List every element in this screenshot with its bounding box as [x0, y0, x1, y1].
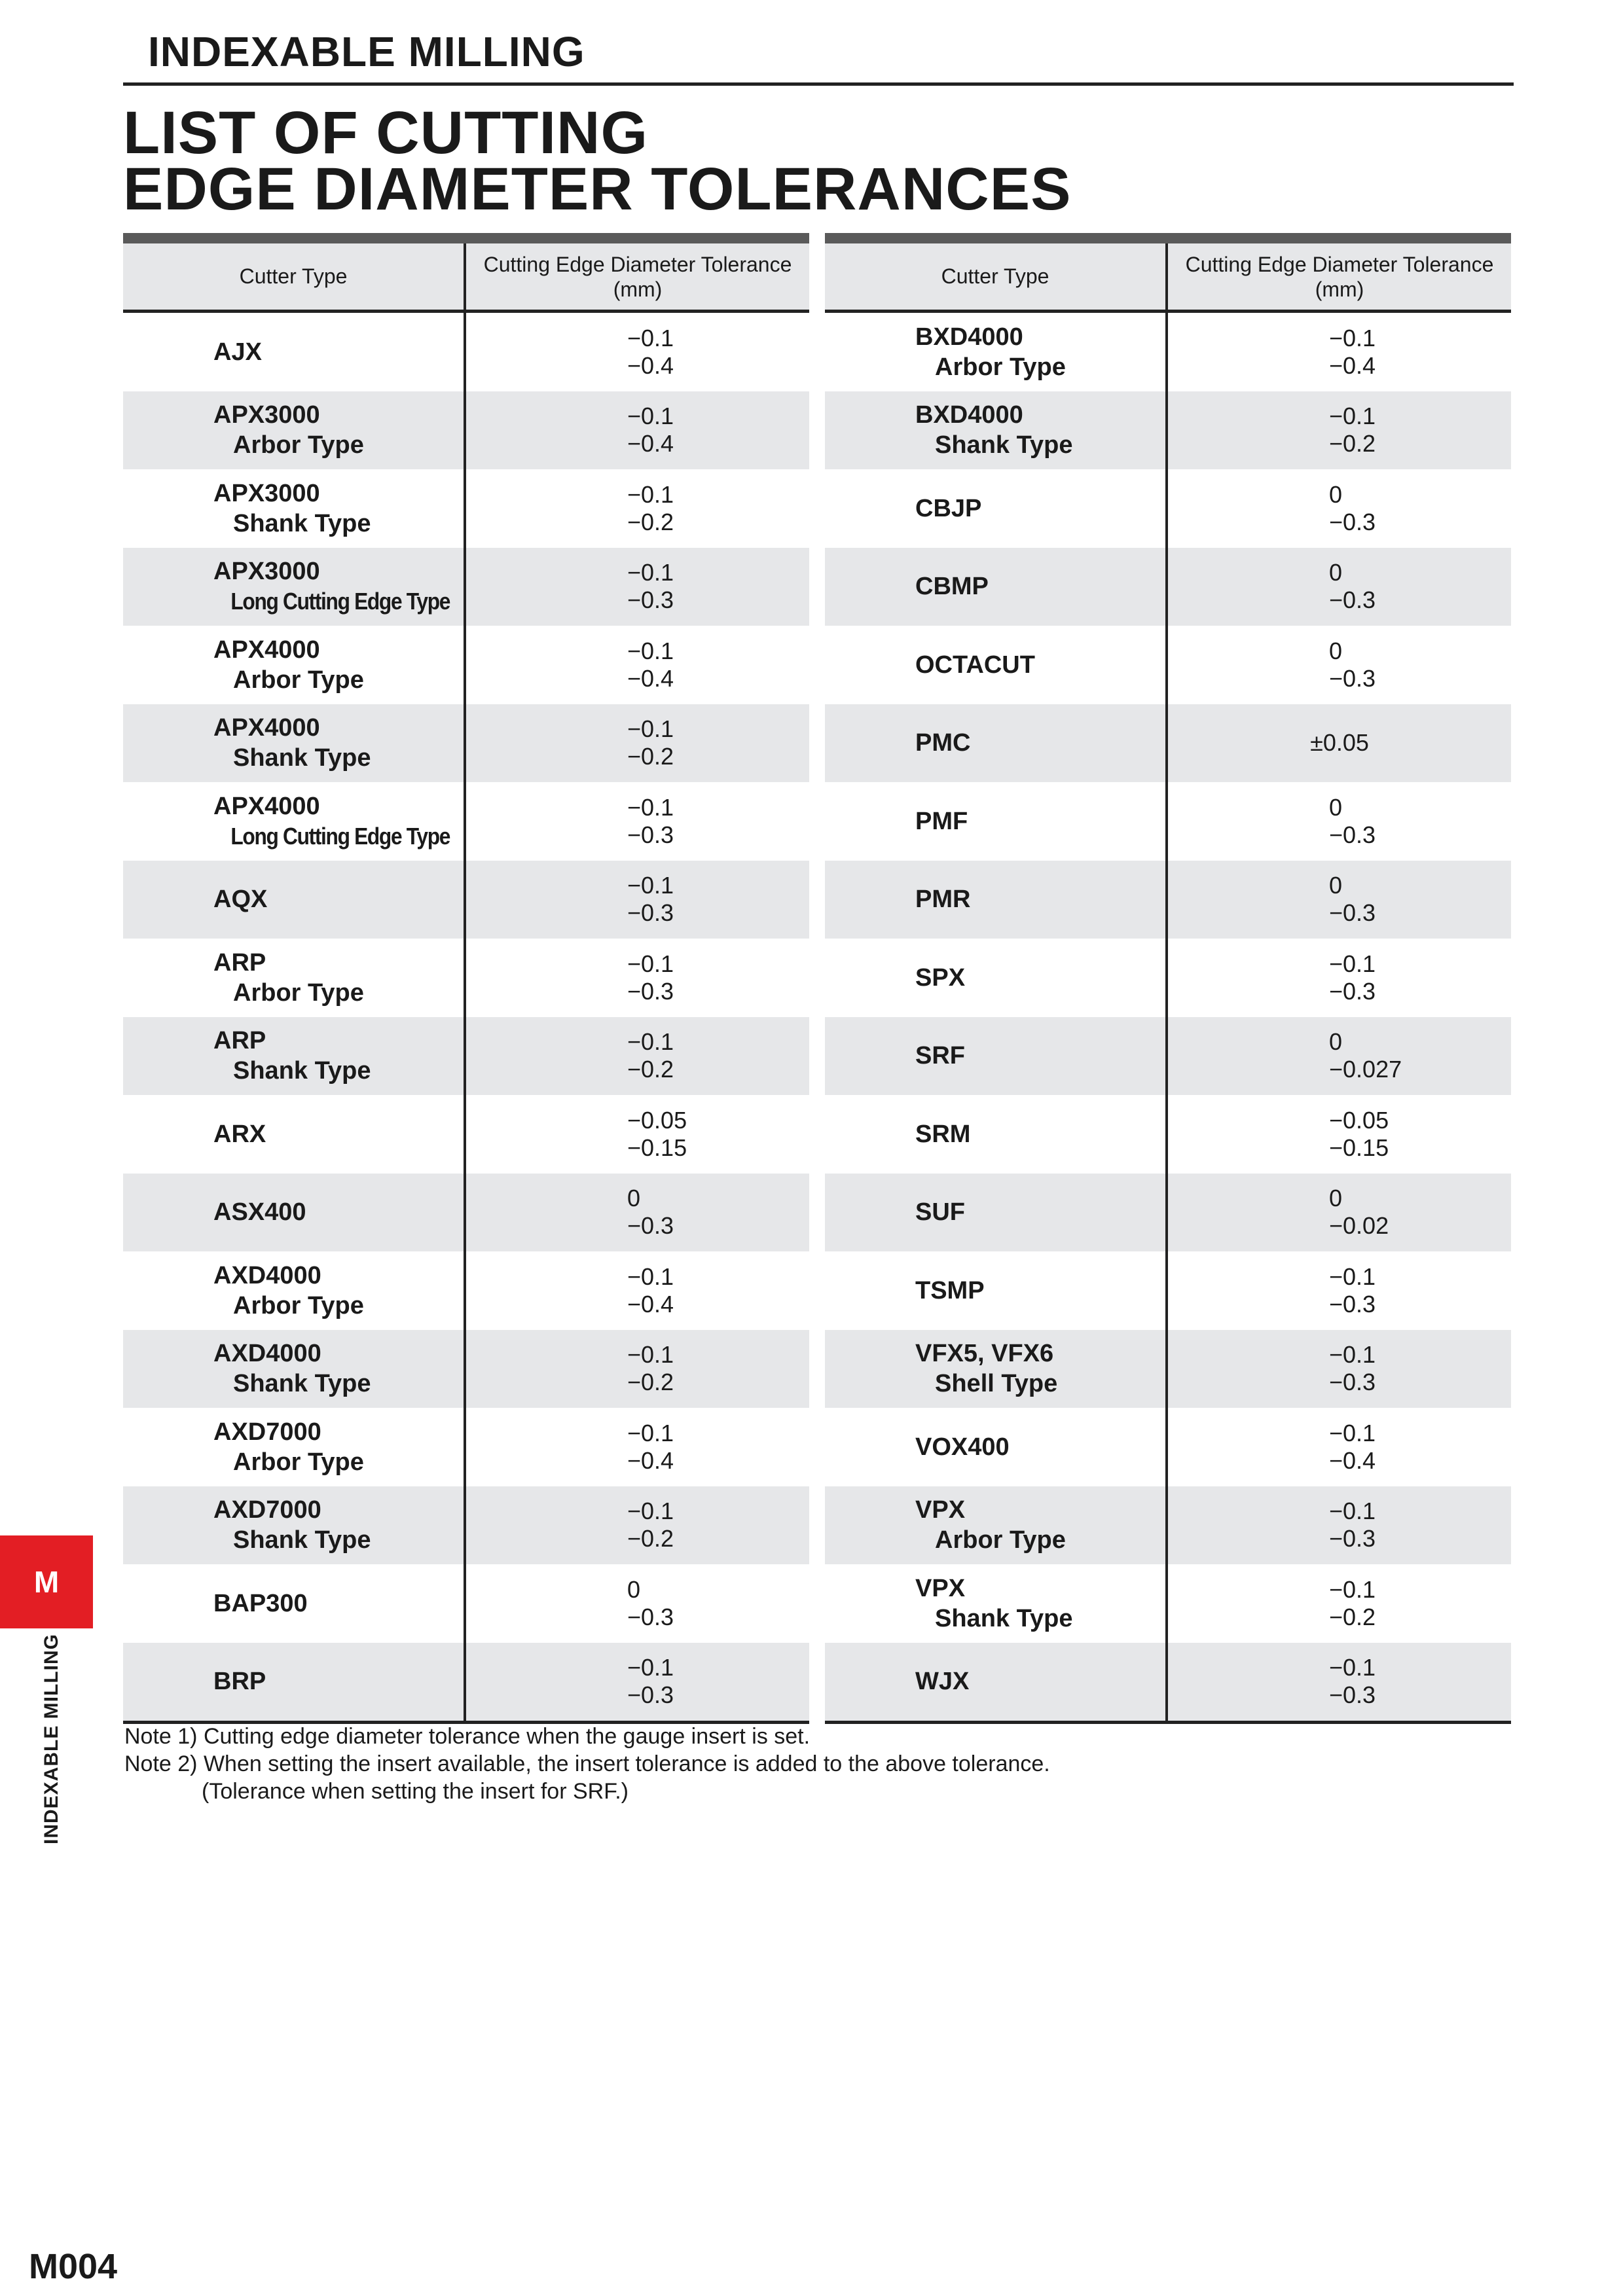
tolerance-lower: −0.3: [1329, 821, 1376, 848]
tolerance-lower: −0.3: [1329, 664, 1376, 692]
table-row: [825, 1564, 1511, 1643]
cutter-name: SRF: [915, 1042, 965, 1070]
table-row: [123, 1486, 809, 1565]
tolerance-upper: −0.1: [627, 872, 674, 899]
cutter-name: CBJP: [915, 494, 982, 522]
tolerance-cell: [466, 548, 809, 626]
tolerance-upper: −0.1: [1329, 1341, 1376, 1369]
table-row: [123, 313, 809, 391]
tolerance-cell: [466, 391, 809, 470]
tolerance-lower: −0.2: [1329, 1603, 1376, 1630]
tolerance-upper: −0.1: [627, 1498, 674, 1525]
tolerance-lower: −0.2: [627, 743, 674, 770]
tolerance-lower: −0.4: [627, 1290, 674, 1318]
tolerance-cell: [1168, 1251, 1511, 1330]
cutter-subtype: Shank Type: [935, 1604, 1073, 1632]
cutter-name: APX4000: [213, 714, 320, 742]
cutter-name: APX3000: [213, 401, 320, 429]
tolerance-cell: [466, 1330, 809, 1408]
tolerance-lower: −0.3: [627, 899, 674, 927]
header-tolerance: [1168, 243, 1511, 310]
cutter-type-cell: [123, 1643, 466, 1721]
tolerance-lower: −0.3: [627, 821, 674, 848]
cutter-name: OCTACUT: [915, 651, 1035, 679]
cutter-name: CBMP: [915, 573, 989, 601]
tolerance-lower: −0.3: [1329, 508, 1376, 535]
cutter-name: PMC: [915, 729, 971, 757]
tolerance-cell: [1168, 1564, 1511, 1643]
table-cap-bar: [825, 233, 1511, 243]
tolerance-lower: −0.4: [627, 351, 674, 379]
cutter-type-cell: [123, 1017, 466, 1096]
cutter-type-cell: [825, 1486, 1168, 1565]
cutter-name: PMF: [915, 807, 968, 835]
tolerance-upper: −0.1: [627, 403, 674, 430]
cutter-name: AXD4000: [213, 1340, 321, 1368]
tolerance-upper: −0.1: [627, 793, 674, 821]
tolerance-cell: [466, 1486, 809, 1565]
side-section-label: INDEXABLE MILLING: [41, 1634, 62, 1844]
cutter-type-cell: [123, 391, 466, 470]
table-row: [825, 1330, 1511, 1408]
tolerance-cell: [466, 313, 809, 391]
table-header: [825, 243, 1511, 313]
tolerance-upper: −0.1: [627, 1654, 674, 1681]
table-body-right: [825, 313, 1511, 1721]
cutter-type-cell: [123, 1251, 466, 1330]
note-2: Note 2) When setting the insert available, the insert tolerance is added to the above tolerance.: [124, 1751, 1050, 1776]
tolerance-upper: 0: [627, 1185, 641, 1212]
cutter-name: SRM: [915, 1120, 971, 1148]
page-number: M004: [29, 2247, 118, 2286]
tolerance-cell: [466, 939, 809, 1017]
header-tolerance: [466, 243, 809, 310]
table-row: [123, 1643, 809, 1721]
cutter-type-cell: [825, 1251, 1168, 1330]
tolerance-cell: [1168, 861, 1511, 939]
tolerance-cell: [1168, 1408, 1511, 1486]
page-title: [123, 99, 1072, 223]
tolerance-upper: −0.1: [1329, 1263, 1376, 1290]
cutter-name: VPX: [915, 1574, 966, 1602]
cutter-subtype: Arbor Type: [233, 1291, 364, 1319]
table-row: [825, 939, 1511, 1017]
tolerance-upper: −0.1: [1329, 1498, 1376, 1525]
tolerance-upper: −0.1: [1329, 324, 1376, 351]
tolerance-lower: −0.2: [627, 1525, 674, 1552]
table-row: [825, 313, 1511, 391]
table-row: [825, 1174, 1511, 1252]
tolerance-cell: [466, 626, 809, 704]
tolerance-upper: −0.1: [627, 950, 674, 977]
cutter-type-cell: [825, 1408, 1168, 1486]
table-row: [123, 1408, 809, 1486]
tolerance-lower: −0.3: [1329, 1290, 1376, 1318]
tolerance-upper: 0: [627, 1575, 641, 1603]
tolerance-cell: [1168, 469, 1511, 548]
cutter-type-cell: [123, 1408, 466, 1486]
tolerance-cell: [466, 1564, 809, 1643]
tolerance-cell: [1168, 1095, 1511, 1174]
tolerance-lower: −0.2: [627, 1369, 674, 1396]
table-row: [123, 469, 809, 548]
cutter-name: AXD4000: [213, 1261, 321, 1289]
table-row: [825, 1408, 1511, 1486]
cutter-subtype: Shell Type: [935, 1370, 1058, 1398]
tolerance-upper: −0.1: [627, 1341, 674, 1369]
tolerance-cell: [466, 782, 809, 861]
cutter-subtype: Arbor Type: [233, 431, 364, 459]
tolerance-cell: [1168, 1486, 1511, 1565]
tolerance-upper: 0: [1329, 480, 1343, 508]
cutter-name: ARP: [213, 948, 266, 977]
cutter-type-cell: [123, 1174, 466, 1252]
cutter-subtype: Arbor Type: [233, 978, 364, 1007]
tolerance-cell: [1168, 704, 1511, 783]
tolerance-lower: −0.027: [1329, 1056, 1402, 1083]
cutter-name: VPX: [915, 1496, 966, 1524]
cutter-name: AQX: [213, 886, 268, 914]
cutter-subtype: Arbor Type: [233, 666, 364, 694]
tolerance-upper: 0: [1329, 637, 1343, 664]
table-row: [123, 1330, 809, 1408]
header-tolerance-label: Cutting Edge Diameter Tolerance: [483, 252, 792, 276]
table-row: [825, 469, 1511, 548]
tolerance-lower: −0.2: [1329, 430, 1376, 457]
cutter-type-cell: [123, 469, 466, 548]
tolerance-lower: −0.2: [627, 508, 674, 535]
cutter-type-cell: [825, 1095, 1168, 1174]
header-tolerance-unit: (mm): [613, 277, 663, 301]
tolerance-upper: −0.1: [627, 324, 674, 351]
cutter-name: TSMP: [915, 1276, 985, 1304]
header-tolerance-label: Cutting Edge Diameter Tolerance: [1185, 252, 1494, 276]
cutter-type-cell: [123, 1486, 466, 1565]
table-row: [123, 782, 809, 861]
cutter-name: AXD7000: [213, 1418, 321, 1446]
tolerance-upper: −0.1: [627, 1028, 674, 1056]
tolerance-cell: [466, 1408, 809, 1486]
cutter-subtype: Shank Type: [935, 431, 1073, 459]
note-2-sub: (Tolerance when setting the insert for SRF.): [202, 1779, 629, 1804]
tolerance-upper: −0.05: [1329, 1106, 1389, 1134]
tolerance-cell: [1168, 1174, 1511, 1252]
cutter-type-cell: [123, 1330, 466, 1408]
tolerance-upper: 0: [1329, 1028, 1343, 1056]
cutter-subtype: Shank Type: [233, 1370, 371, 1398]
cutter-name: BAP300: [213, 1589, 308, 1617]
cutter-subtype: Shank Type: [233, 744, 371, 772]
cutter-name: AXD7000: [213, 1496, 321, 1524]
cutter-type-cell: [123, 939, 466, 1017]
cutter-type-cell: [123, 1095, 466, 1174]
tolerance-lower: −0.4: [627, 430, 674, 457]
table-row: [825, 1095, 1511, 1174]
cutter-name: APX3000: [213, 558, 320, 586]
tolerance-upper: −0.1: [627, 1263, 674, 1290]
tolerance-upper: −0.1: [627, 1419, 674, 1446]
cutter-type-cell: [123, 1564, 466, 1643]
tolerance-upper: −0.1: [1329, 950, 1376, 977]
tolerance-lower: −0.3: [627, 977, 674, 1005]
table-row: [825, 1017, 1511, 1096]
cutter-type-cell: [123, 861, 466, 939]
cutter-type-cell: [825, 782, 1168, 861]
tolerance-lower: −0.2: [627, 1056, 674, 1083]
tolerance-cell: [466, 1643, 809, 1721]
tolerance-lower: −0.3: [627, 1603, 674, 1630]
cutter-type-cell: [825, 1330, 1168, 1408]
tolerance-lower: −0.3: [1329, 899, 1376, 927]
tolerance-lower: −0.4: [627, 1446, 674, 1474]
table-row: [825, 1486, 1511, 1565]
note-1: Note 1) Cutting edge diameter tolerance when the gauge insert is set.: [124, 1724, 811, 1749]
tolerance-upper: 0: [1329, 872, 1343, 899]
tolerance-upper: −0.05: [627, 1106, 687, 1134]
tolerance-cell: [466, 1017, 809, 1096]
tolerance-lower: −0.3: [1329, 1681, 1376, 1709]
tolerance-cell: [1168, 548, 1511, 626]
table-row: [825, 626, 1511, 704]
cutter-type-cell: [123, 548, 466, 626]
cutter-name: APX4000: [213, 792, 320, 820]
tolerance-lower: −0.3: [1329, 977, 1376, 1005]
cutter-name: SUF: [915, 1198, 965, 1227]
table-row: [123, 1251, 809, 1330]
tolerance-upper: −0.1: [627, 715, 674, 743]
table-row: [123, 1017, 809, 1096]
table-cap-bar: [123, 233, 809, 243]
tolerance-upper: 0: [1329, 559, 1343, 586]
tolerance-lower: −0.4: [1329, 1446, 1376, 1474]
table-row: [825, 782, 1511, 861]
cutter-subtype: Arbor Type: [233, 1448, 364, 1476]
cutter-type-cell: [825, 391, 1168, 470]
table-row: [123, 626, 809, 704]
cutter-type-cell: [825, 1564, 1168, 1643]
tolerance-lower: −0.3: [1329, 1525, 1376, 1552]
tolerance-lower: −0.15: [627, 1134, 687, 1161]
page-title-line2: EDGE DIAMETER TOLERANCES: [123, 156, 1072, 223]
cutter-subtype: Arbor Type: [935, 1526, 1066, 1554]
tolerance-cell: [466, 704, 809, 783]
table-row: [123, 1095, 809, 1174]
table-row: [825, 391, 1511, 470]
notes: [124, 1723, 1050, 1805]
cutter-name: BRP: [213, 1668, 266, 1696]
table-row: [123, 1564, 809, 1643]
cutter-name: VOX400: [915, 1433, 1010, 1461]
cutter-name: ASX400: [213, 1198, 306, 1227]
tolerance-cell: [1168, 782, 1511, 861]
tolerance-cell: [1168, 1017, 1511, 1096]
cutter-subtype: Arbor Type: [935, 353, 1066, 381]
cutter-subtype: Shank Type: [233, 1057, 371, 1085]
table-row: [123, 861, 809, 939]
cutter-name: AJX: [213, 338, 262, 366]
tolerance-upper: 0: [1329, 1185, 1343, 1212]
tolerance-cell: [466, 469, 809, 548]
cutter-type-cell: [123, 704, 466, 783]
table-row: [123, 391, 809, 470]
cutter-type-cell: [123, 626, 466, 704]
tolerance-upper: −0.1: [627, 559, 674, 586]
top-rule: [123, 82, 1514, 86]
tolerance-cell: [466, 1095, 809, 1174]
header-cutter-type: Cutter Type: [123, 243, 466, 310]
table-row: [123, 939, 809, 1017]
cutter-type-cell: [825, 704, 1168, 783]
tolerance-lower: −0.3: [627, 1212, 674, 1240]
table-row: [123, 548, 809, 626]
tolerance-lower: −0.3: [627, 586, 674, 614]
cutter-type-cell: [825, 1174, 1168, 1252]
table-row: [825, 1251, 1511, 1330]
table-row: [825, 548, 1511, 626]
section-tab-m[interactable]: M: [0, 1535, 93, 1628]
cutter-name: VFX5, VFX6: [915, 1340, 1054, 1368]
cutter-name: SPX: [915, 963, 966, 992]
cutter-type-cell: [825, 626, 1168, 704]
tolerance-upper: −0.1: [1329, 1654, 1376, 1681]
tolerance-upper: −0.1: [1329, 403, 1376, 430]
tolerance-cell: [1168, 1330, 1511, 1408]
tolerance-upper: −0.1: [1329, 1419, 1376, 1446]
tolerance-lower: −0.02: [1329, 1212, 1389, 1240]
table-header: [123, 243, 809, 313]
table-body-left: [123, 313, 809, 1721]
cutter-name: PMR: [915, 886, 971, 914]
table-row: [123, 1174, 809, 1252]
table-row: [825, 704, 1511, 783]
cutter-name: WJX: [915, 1668, 970, 1696]
tolerance-cell: [466, 861, 809, 939]
cutter-subtype: Long Cutting Edge Type: [230, 822, 450, 850]
cutter-name: BXD4000: [915, 401, 1023, 429]
table-row: [825, 1643, 1511, 1721]
table-row: [825, 861, 1511, 939]
tolerance-cell: [1168, 939, 1511, 1017]
tolerance-cell: [1168, 313, 1511, 391]
header-tolerance-unit: (mm): [1315, 277, 1364, 301]
tolerance-lower: −0.3: [1329, 586, 1376, 614]
tolerance-lower: −0.4: [627, 664, 674, 692]
table-row: [123, 704, 809, 783]
tolerance-lower: −0.3: [627, 1681, 674, 1709]
cutter-type-cell: [123, 313, 466, 391]
cutter-subtype: Shank Type: [233, 1526, 371, 1554]
tolerance-cell: [466, 1174, 809, 1252]
cutter-type-cell: [825, 1017, 1168, 1096]
tolerance-lower: −0.3: [1329, 1369, 1376, 1396]
page-title-line1: LIST OF CUTTING: [123, 99, 649, 166]
tolerance-upper: −0.1: [627, 637, 674, 664]
section-title: INDEXABLE MILLING: [148, 28, 585, 75]
header-cutter-type: Cutter Type: [825, 243, 1168, 310]
cutter-name: APX3000: [213, 479, 320, 507]
cutter-type-cell: [825, 469, 1168, 548]
cutter-type-cell: [123, 782, 466, 861]
cutter-name: ARX: [213, 1120, 266, 1148]
cutter-type-cell: [825, 861, 1168, 939]
tolerance-table-left: [123, 233, 809, 1724]
tolerance-upper: −0.1: [627, 480, 674, 508]
tolerance-table-right: [825, 233, 1511, 1724]
tolerance-lower: −0.4: [1329, 351, 1376, 379]
cutter-type-cell: [825, 1643, 1168, 1721]
cutter-name: ARP: [213, 1027, 266, 1055]
cutter-name: BXD4000: [915, 323, 1023, 351]
tolerance-cell: [1168, 391, 1511, 470]
cutter-type-cell: [825, 313, 1168, 391]
cutter-subtype: Shank Type: [233, 509, 371, 537]
cutter-type-cell: [825, 939, 1168, 1017]
tolerance-upper: −0.1: [1329, 1575, 1376, 1603]
tolerance-lower: −0.15: [1329, 1134, 1389, 1161]
tolerance-upper: 0: [1329, 793, 1343, 821]
cutter-type-cell: [825, 548, 1168, 626]
cutter-name: APX4000: [213, 636, 320, 664]
tolerance-cell: [466, 1251, 809, 1330]
tolerance-cell: [1168, 1643, 1511, 1721]
tolerance-cell: [1168, 626, 1511, 704]
cutter-subtype: Long Cutting Edge Type: [230, 588, 450, 615]
tolerance-value: ±0.05: [1310, 729, 1369, 757]
